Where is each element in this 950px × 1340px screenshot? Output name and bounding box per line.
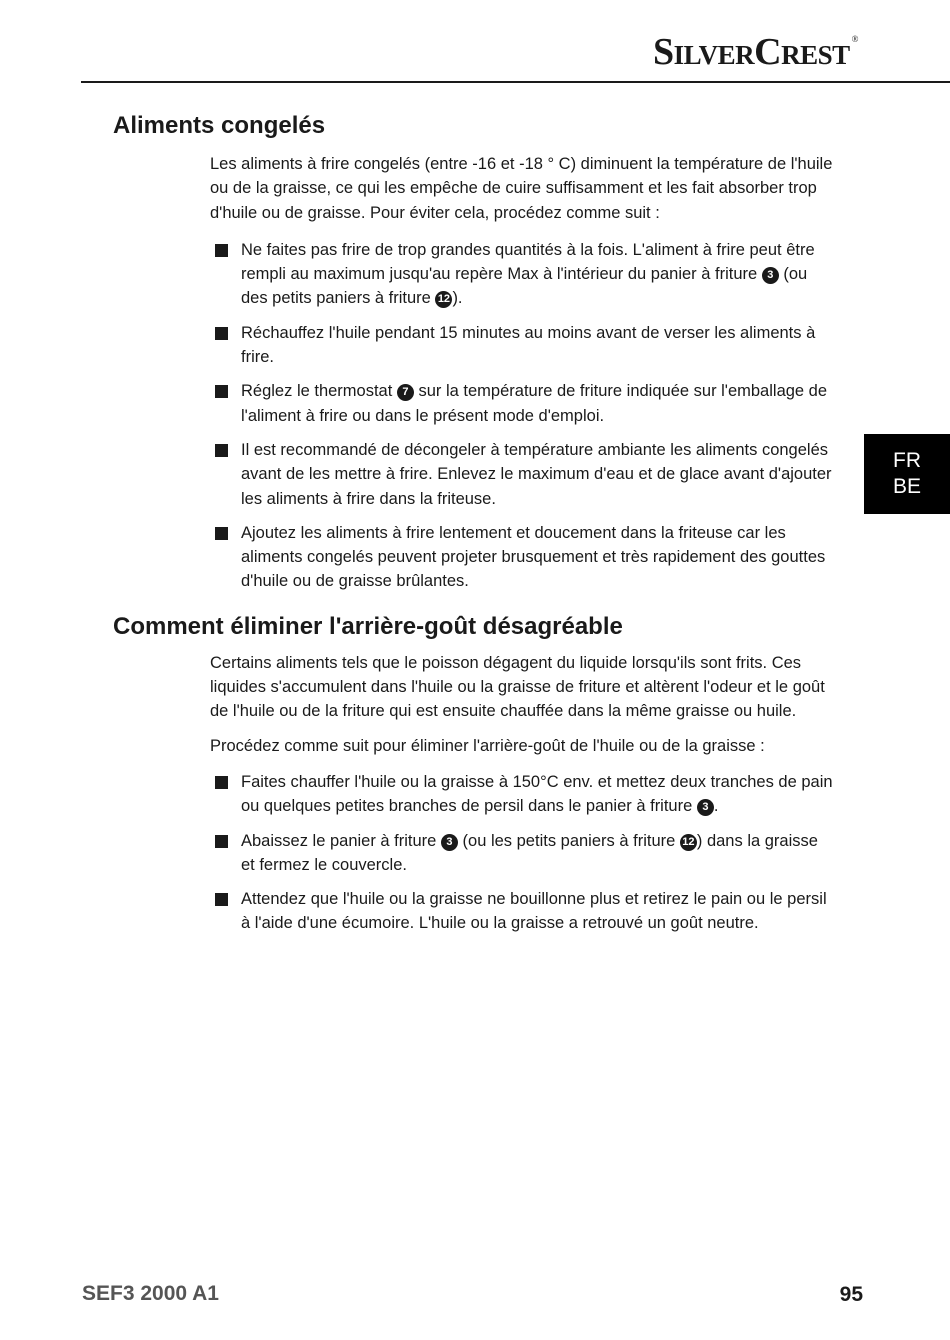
section2-intro: Certains aliments tels que le poisson dégagent du liquide lorsqu'ils sont frits. Ces liquides s'accumulent dans l'huile ou la graisse de friture et altèrent l'odeur et le goût de l'huile ou de la friture qui est ensuite chauffée dans la même graisse ou huile. — [210, 653, 825, 721]
bullet-square-icon — [215, 835, 228, 848]
bullet-square-icon — [215, 244, 228, 257]
brand-logo: SILVERCREST® — [652, 31, 858, 73]
list-item: Réchauffez l'huile pendant 15 minutes au moins avant de verser les aliments à frire. — [210, 321, 835, 370]
header-rule — [81, 81, 950, 83]
bullet-square-icon — [215, 893, 228, 906]
section-title-aftertaste: Comment éliminer l'arrière-goût désagréable — [113, 612, 623, 640]
language-tab-line1: FR — [893, 449, 921, 472]
language-tab-line2: BE — [892, 475, 921, 498]
page-content — [113, 110, 838, 936]
bullet-square-icon — [215, 385, 228, 398]
ref-number-badge: 3 — [762, 267, 779, 284]
footer-page-number: 95 — [839, 1283, 863, 1306]
language-tab — [864, 434, 950, 514]
bullet-square-icon — [215, 444, 228, 457]
ref-number-badge: 7 — [397, 384, 414, 401]
ref-number-badge: 12 — [680, 834, 697, 851]
section-title-frozen-food: Aliments congelés — [113, 112, 326, 139]
section1-intro: Les aliments à frire congelés (entre -16 et -18 ° C) diminuent la température de l'huile ou de la graisse, ce qui les empêche de cuire suffisamment et les fait absorber trop d'huile ou de graisse. Pour éviter cela, procédez comme suit : — [210, 155, 833, 222]
ref-number-badge: 3 — [441, 834, 458, 851]
list-item: Réglez le thermostat 7 sur la température de friture indiquée sur l'emballage de l'aliment à frire ou dans le présent mode d'emploi. — [210, 379, 835, 428]
list-item: Ajoutez les aliments à frire lentement et doucement dans la friteuse car les aliments congelés peuvent projeter brusquement et très rapidement des gouttes d'huile ou de graisse brûlantes. — [210, 521, 835, 594]
bullet-square-icon — [215, 527, 228, 540]
list-item: Attendez que l'huile ou la graisse ne bouillonne plus et retirez le pain ou le persil à l'aide d'une écumoire. L'huile ou la graisse a retrouvé un goût neutre. — [210, 887, 835, 936]
ref-number-badge: 3 — [697, 799, 714, 816]
list-item: Il est recommandé de décongeler à température ambiante les aliments congelés avant de les mettre à frire. Enlevez le maximum d'eau et de glace avant d'ajouter les aliments à frire dans la friteuse. — [210, 438, 835, 511]
list-item: Ne faites pas frire de trop grandes quantités à la fois. L'aliment à frire peut être rempli au maximum jusqu'au repère Max à l'intérieur du panier à friture 3 (ou des petits paniers à friture 12 ). — [210, 238, 835, 311]
list-item: Faites chauffer l'huile ou la graisse à 150°C env. et mettez deux tranches de pain ou quelques petites branches de persil dans le panier à friture 3 . — [210, 770, 835, 819]
bullet-square-icon — [215, 776, 228, 789]
section2-procedure: Procédez comme suit pour éliminer l'arrière-goût de l'huile ou de la graisse : — [210, 736, 765, 755]
section2-bullet-list — [210, 770, 835, 936]
bullet-square-icon — [215, 327, 228, 340]
section1-bullet-list — [210, 238, 835, 594]
list-item: Abaissez le panier à friture 3 (ou les petits paniers à friture 12 ) dans la graisse et fermez le couvercle. — [210, 829, 835, 878]
footer-model-number: SEF3 2000 A1 — [82, 1282, 219, 1305]
ref-number-badge: 12 — [435, 291, 452, 308]
